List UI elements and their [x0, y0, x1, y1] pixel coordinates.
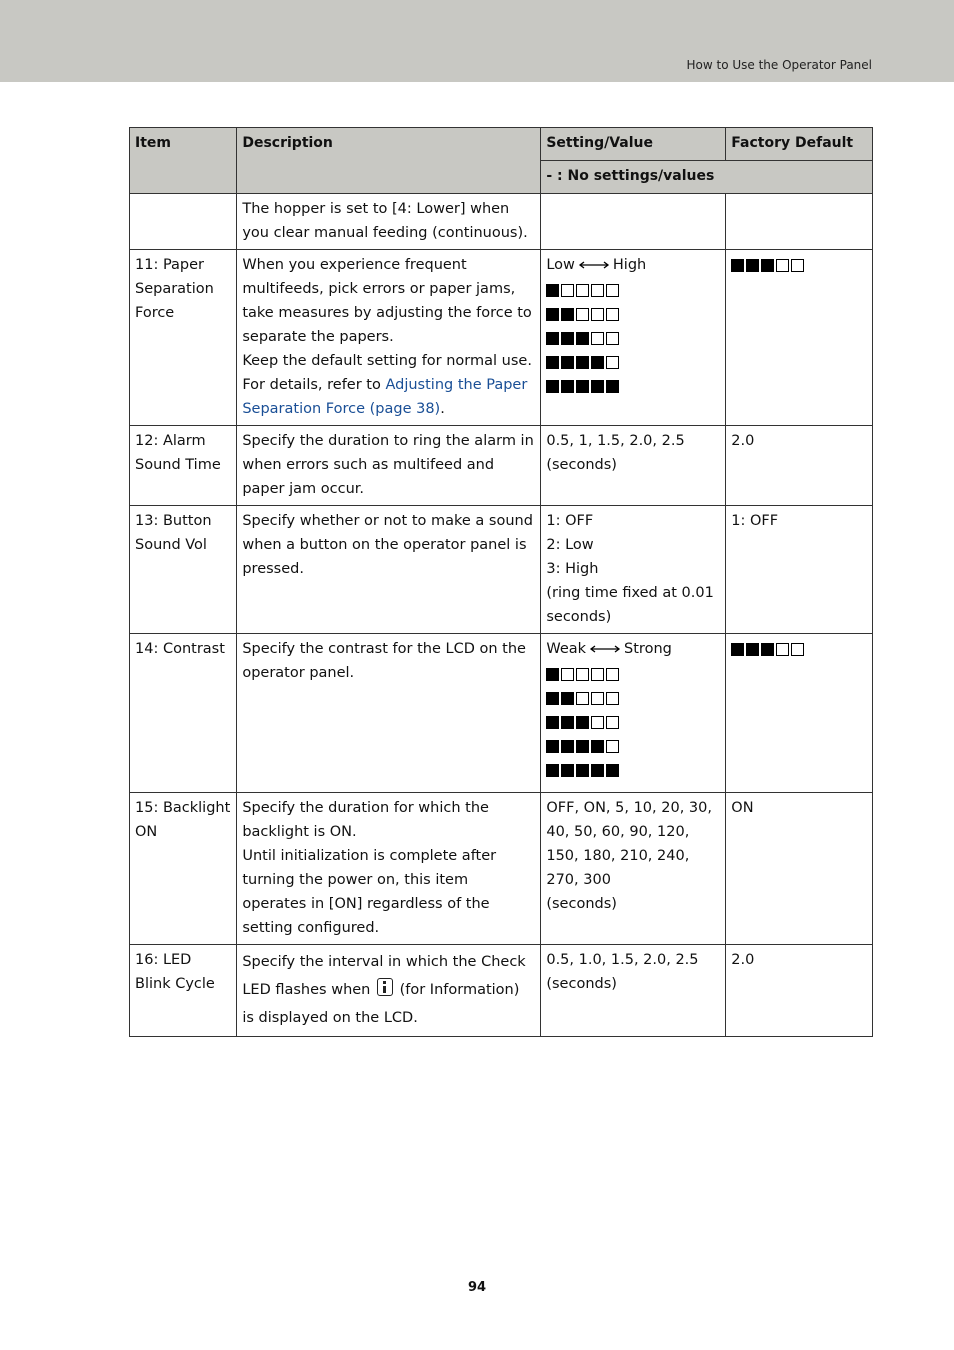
filled-level-square	[761, 643, 774, 656]
level-option	[546, 332, 720, 345]
table-row	[130, 793, 873, 945]
setting-cell	[541, 945, 726, 1037]
setting-values: OFF, ON, 5, 10, 20, 30, 40, 50, 60, 90, 120, 150, 180, 210, 240, 270, 300	[546, 800, 712, 888]
description-text: Specify the duration for which the backlight is ON.	[242, 800, 489, 840]
level-option	[546, 740, 720, 753]
default-cell: 2.0	[726, 426, 873, 506]
item-cell	[130, 194, 237, 250]
filled-level-square	[591, 764, 604, 777]
setting-unit: (seconds)	[546, 976, 617, 992]
level-option	[546, 716, 720, 729]
filled-level-square	[546, 308, 559, 321]
description-text: Keep the default setting for normal use.	[242, 353, 532, 369]
table-row	[130, 945, 873, 1037]
level-option	[546, 356, 720, 369]
description-text: When you experience frequent multifeeds, pick errors or paper jams, take measures by adjusting the force to separate the papers.	[242, 257, 532, 345]
setting-option: 2: Low	[546, 537, 594, 553]
filled-level-square	[561, 764, 574, 777]
filled-level-square	[576, 716, 589, 729]
item-cell: 15: Backlight ON	[130, 793, 237, 945]
description-cell	[237, 793, 541, 945]
empty-level-square	[561, 284, 574, 297]
empty-level-square	[591, 716, 604, 729]
item-cell: 16: LED Blink Cycle	[130, 945, 237, 1037]
filled-level-square	[546, 692, 559, 705]
empty-level-square	[791, 259, 804, 272]
setting-cell	[541, 793, 726, 945]
empty-level-square	[606, 356, 619, 369]
filled-level-square	[606, 764, 619, 777]
description-cell	[237, 426, 541, 506]
setting-values: 0.5, 1, 1.5, 2.0, 2.5	[546, 433, 685, 449]
filled-level-square	[576, 380, 589, 393]
description-text: Specify the interval in which the Check LED flashes when	[242, 954, 526, 998]
empty-level-square	[576, 284, 589, 297]
table-row	[130, 426, 873, 506]
description-text: Until initialization is complete after turning the power on, this item operates in [ON] regardless of the setting configured.	[242, 848, 497, 936]
description-reference	[242, 373, 535, 421]
filled-level-square	[561, 692, 574, 705]
item-cell: 12: Alarm Sound Time	[130, 426, 237, 506]
empty-level-square	[591, 332, 604, 345]
double-arrow-icon	[589, 645, 621, 653]
item-cell: 13: Button Sound Vol	[130, 506, 237, 634]
description-cell	[237, 945, 541, 1037]
empty-level-square	[606, 740, 619, 753]
level-option	[546, 380, 720, 393]
filled-level-square	[576, 332, 589, 345]
empty-level-square	[591, 284, 604, 297]
description-cell	[237, 634, 541, 793]
empty-level-square	[606, 284, 619, 297]
filled-level-square	[746, 259, 759, 272]
filled-level-square	[576, 764, 589, 777]
empty-level-square	[606, 716, 619, 729]
description-text: (for Information) is displayed on the LCD.	[242, 982, 520, 1026]
level-option	[546, 308, 720, 321]
column-header-default: Factory Default	[726, 128, 873, 161]
double-arrow-icon	[578, 261, 610, 269]
filled-level-square	[546, 356, 559, 369]
level-option	[546, 764, 720, 777]
scale-high-label: Strong	[624, 641, 672, 657]
description-text: Specify the duration to ring the alarm in when errors such as multifeed and paper jam occur.	[242, 433, 534, 497]
description-cell	[237, 194, 541, 250]
scale-range	[546, 253, 720, 277]
filled-level-square	[591, 380, 604, 393]
column-header-description: Description	[237, 128, 541, 194]
filled-level-square	[546, 332, 559, 345]
setting-cell	[541, 194, 726, 250]
default-cell	[726, 634, 873, 793]
default-cell: ON	[726, 793, 873, 945]
information-icon	[377, 978, 393, 996]
adjusting-separation-force-link[interactable]: Adjusting the Paper Separation Force (page 38)	[242, 377, 528, 417]
filled-level-square	[561, 332, 574, 345]
default-cell	[726, 250, 873, 426]
description-cell	[237, 250, 541, 426]
item-cell: 11: Paper Separation Force	[130, 250, 237, 426]
no-settings-note: - : No settings/values	[541, 161, 873, 194]
empty-level-square	[591, 668, 604, 681]
description-text: The hopper is set to [4: Lower] when you clear manual feeding (continuous).	[242, 201, 528, 241]
section-title: How to Use the Operator Panel	[686, 58, 872, 72]
default-cell	[726, 194, 873, 250]
reference-prefix: For details, refer to	[242, 377, 386, 393]
default-level-indicator	[731, 259, 867, 272]
level-option	[546, 284, 720, 297]
filled-level-square	[606, 380, 619, 393]
filled-level-square	[591, 740, 604, 753]
filled-level-square	[561, 308, 574, 321]
filled-level-square	[561, 356, 574, 369]
description-text: Specify the contrast for the LCD on the operator panel.	[242, 641, 526, 681]
filled-level-square	[546, 740, 559, 753]
filled-level-square	[576, 740, 589, 753]
filled-level-square	[576, 356, 589, 369]
default-level-indicator	[731, 643, 867, 656]
filled-level-square	[561, 380, 574, 393]
level-option	[546, 668, 720, 681]
scale-range	[546, 637, 720, 661]
setting-cell	[541, 634, 726, 793]
empty-level-square	[606, 668, 619, 681]
filled-level-square	[731, 259, 744, 272]
setting-option: 1: OFF	[546, 513, 594, 529]
default-cell: 1: OFF	[726, 506, 873, 634]
filled-level-square	[546, 716, 559, 729]
table-row	[130, 194, 873, 250]
page-number: 94	[467, 1280, 487, 1295]
setting-option: 3: High	[546, 561, 599, 577]
filled-level-square	[561, 716, 574, 729]
empty-level-square	[791, 643, 804, 656]
empty-level-square	[591, 692, 604, 705]
setting-cell	[541, 250, 726, 426]
filled-level-square	[761, 259, 774, 272]
filled-level-square	[546, 764, 559, 777]
scale-high-label: High	[612, 257, 647, 273]
setting-unit: (seconds)	[546, 457, 617, 473]
filled-level-square	[746, 643, 759, 656]
setting-unit: (seconds)	[546, 896, 617, 912]
table-row	[130, 634, 873, 793]
level-option	[546, 692, 720, 705]
setting-cell	[541, 426, 726, 506]
empty-level-square	[776, 259, 789, 272]
empty-level-square	[606, 332, 619, 345]
default-cell: 2.0	[726, 945, 873, 1037]
description-cell	[237, 506, 541, 634]
empty-level-square	[576, 308, 589, 321]
filled-level-square	[561, 740, 574, 753]
table-row	[130, 250, 873, 426]
setting-note: (ring time fixed at 0.01 seconds)	[546, 585, 714, 625]
setting-cell	[541, 506, 726, 634]
operator-settings-table	[129, 127, 873, 1037]
scale-low-label: Low	[546, 257, 575, 273]
column-header-item: Item	[130, 128, 237, 194]
filled-level-square	[546, 668, 559, 681]
filled-level-square	[731, 643, 744, 656]
filled-level-square	[591, 356, 604, 369]
empty-level-square	[776, 643, 789, 656]
column-header-setting: Setting/Value	[541, 128, 726, 161]
empty-level-square	[606, 308, 619, 321]
filled-level-square	[546, 284, 559, 297]
level-options	[546, 284, 720, 393]
level-options	[546, 668, 720, 777]
scale-low-label: Weak	[546, 641, 587, 657]
empty-level-square	[561, 668, 574, 681]
empty-level-square	[591, 308, 604, 321]
description-text: Specify whether or not to make a sound when a button on the operator panel is pressed.	[242, 513, 533, 577]
setting-values: 0.5, 1.0, 1.5, 2.0, 2.5	[546, 952, 699, 968]
empty-level-square	[576, 692, 589, 705]
reference-suffix: .	[440, 401, 445, 417]
filled-level-square	[546, 380, 559, 393]
empty-level-square	[606, 692, 619, 705]
table-row	[130, 506, 873, 634]
empty-level-square	[576, 668, 589, 681]
item-cell: 14: Contrast	[130, 634, 237, 793]
